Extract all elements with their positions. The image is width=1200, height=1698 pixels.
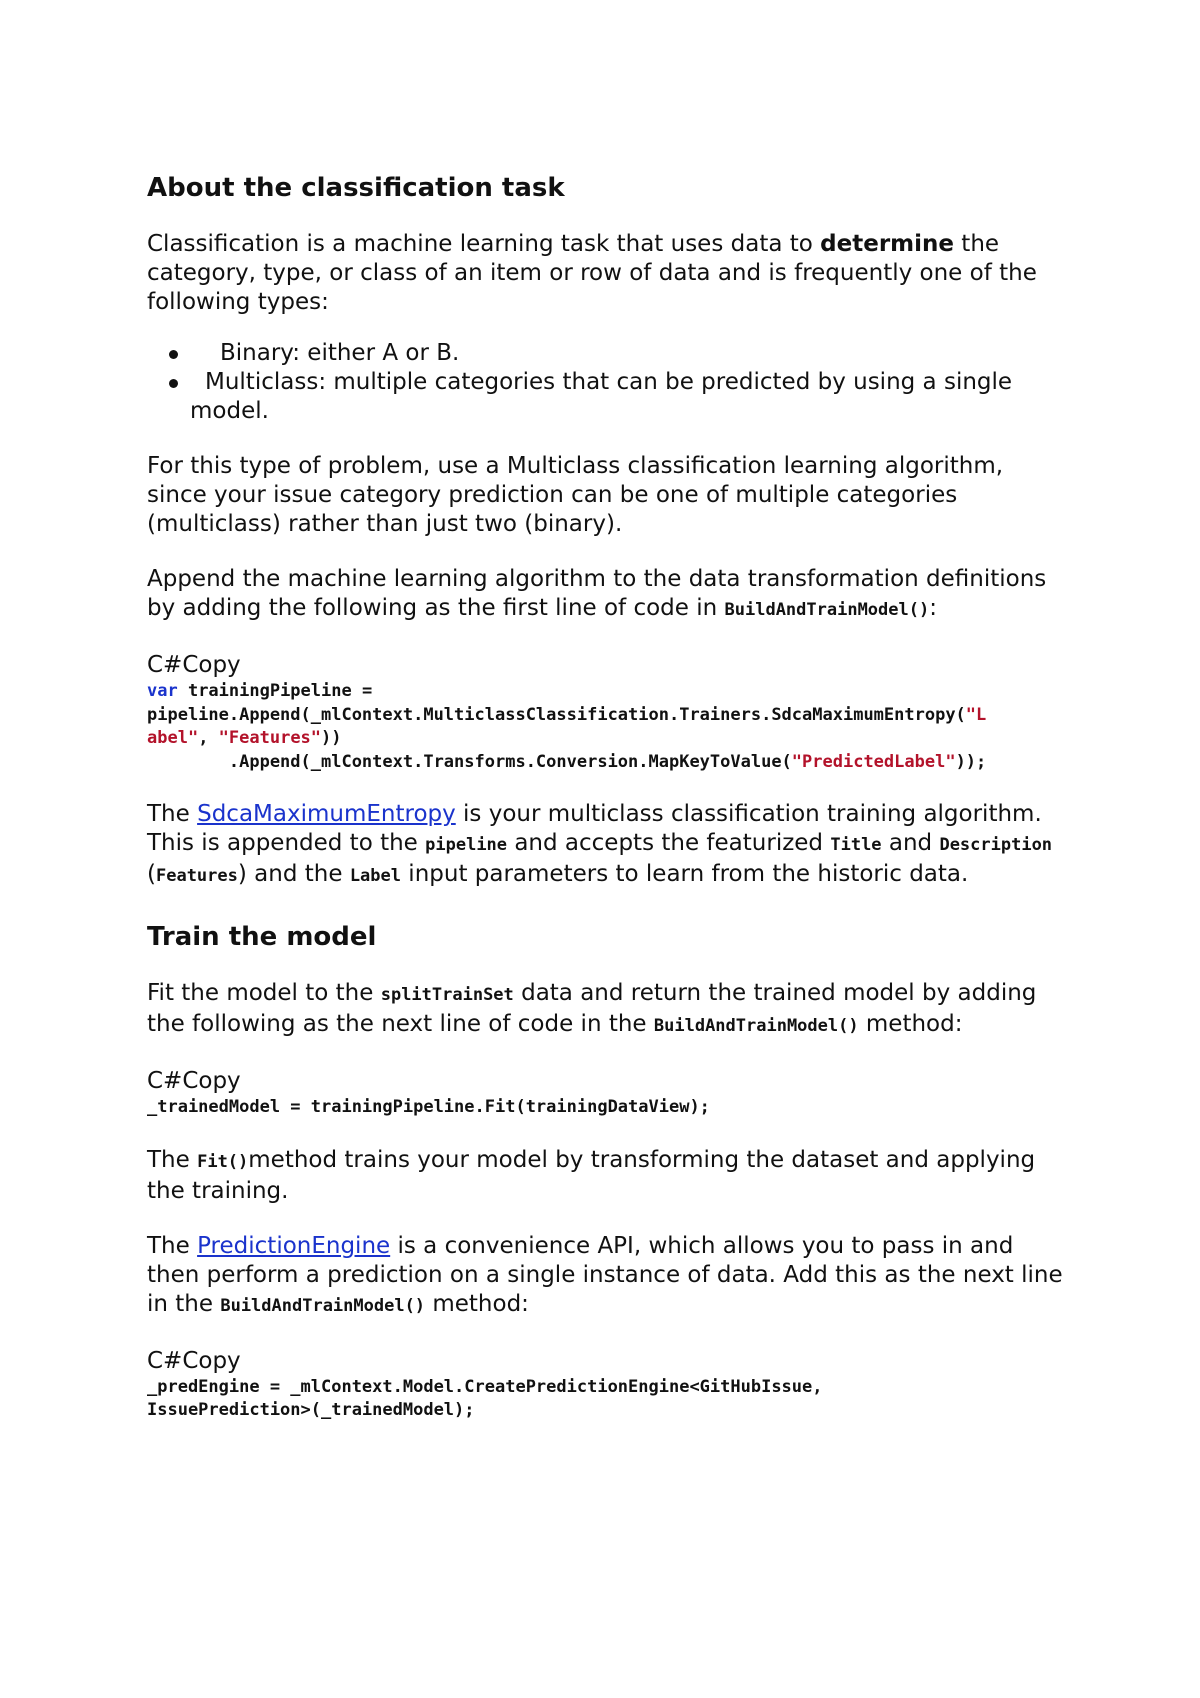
prediction-engine-paragraph: The PredictionEngine is a convenience API, which allows you to pass in and then perform a prediction on a single instance of data. Add this as the next line in the BuildAndTrainModel() method: [147, 1232, 1063, 1317]
inline-code: BuildAndTrainModel() [220, 1295, 426, 1316]
bold-determine: determine [820, 231, 954, 257]
heading-train-model: Train the model [147, 922, 377, 952]
append-paragraph: Append the machine learning algorithm to the data transformation definitions by adding the following as the first line of code in BuildAndTrainModel(): [147, 566, 1047, 621]
heading-classification-task: About the classification task [147, 173, 565, 203]
inline-code: splitTrainSet [380, 985, 514, 1005]
inline-code: pipeline [425, 835, 508, 855]
fit-method-paragraph: The Fit()method trains your model by transforming the dataset and applying the training. [147, 1146, 1036, 1204]
copy-label[interactable]: C#Copy [147, 1347, 241, 1374]
intro-paragraph: Classification is a machine learning task that uses data to determine the category, type, or class of an item or row of data and is frequently one of the following types: [147, 231, 1037, 315]
list-item: Binary: either A or B. [147, 339, 1067, 368]
inline-code: Label [349, 866, 401, 886]
copy-label[interactable]: C#Copy [147, 652, 241, 678]
code-block-pipeline: var trainingPipeline = pipeline.Append(_mlContext.MulticlassClassification.Trainers.SdcaMaximumEntropy("L abel", "Features")) .Append(_mlContext.Transforms.Conversion.MapKeyToValue("PredictedLabel")); [147, 681, 987, 772]
document-page [147, 172, 1067, 1449]
sdca-link[interactable]: SdcaMaximumEntropy [197, 801, 456, 827]
multiclass-paragraph: For this type of problem, use a Multiclass classification learning algorithm, since your issue category prediction can be one of multiple categories (multiclass) rather than just two (binary). [147, 453, 1004, 537]
copy-label[interactable]: C#Copy [147, 1068, 241, 1094]
inline-code: BuildAndTrainModel() [724, 600, 930, 620]
inline-code: BuildAndTrainModel() [653, 1016, 859, 1036]
code-block-fit: _trainedModel = trainingPipeline.Fit(trainingDataView); [147, 1097, 710, 1117]
list-item: Multiclass: multiple categories that can be predicted by using a single model. [147, 368, 1067, 426]
inline-code: Fit() [197, 1151, 249, 1172]
code-block-predengine: _predEngine = _mlContext.Model.CreatePredictionEngine<GitHubIssue, IssuePrediction>(_trainedModel); [147, 1376, 823, 1420]
sdca-paragraph: The SdcaMaximumEntropy is your multiclass classification training algorithm. This is appended to the pipeline and accepts the featurized Title and Description (Features) and the Label input parameters to learn from the historic data. [147, 801, 1053, 887]
inline-code: Description [939, 835, 1053, 855]
prediction-engine-link[interactable]: PredictionEngine [197, 1232, 391, 1259]
inline-code: Features [155, 866, 238, 886]
inline-code: Title [830, 835, 882, 855]
fit-paragraph: Fit the model to the splitTrainSet data and return the trained model by adding the following as the next line of code in the BuildAndTrainModel() method: [147, 980, 1037, 1037]
types-list [147, 339, 1067, 426]
